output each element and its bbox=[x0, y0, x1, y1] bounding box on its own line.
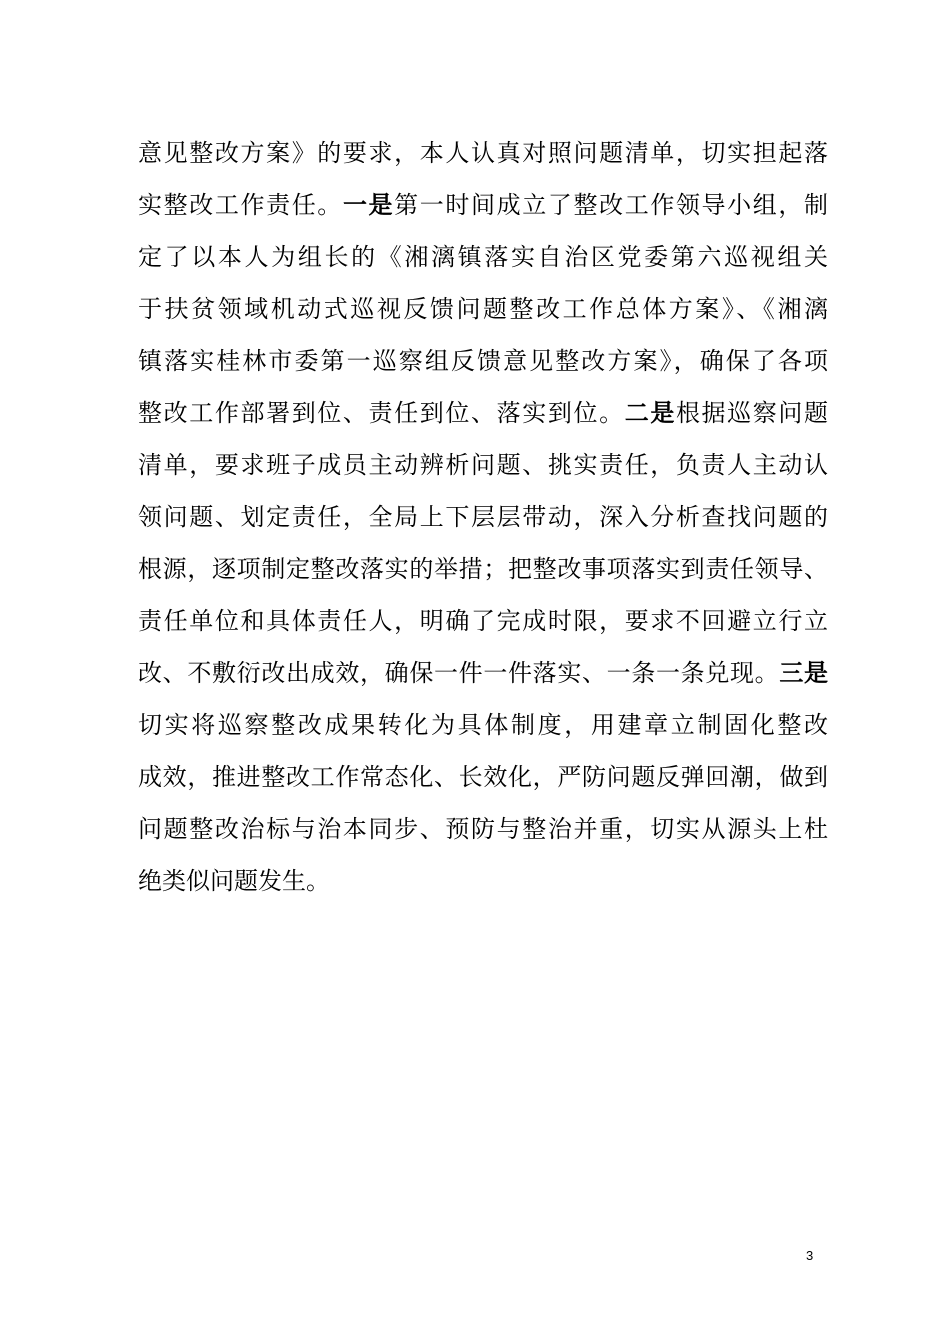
text-segment: 清单，要求班子成员主动辨析问题、挑实责任，负责人主动认 bbox=[138, 451, 828, 479]
text-line bbox=[138, 387, 828, 439]
text-line bbox=[138, 543, 828, 595]
text-segment: 第一时间成立了整改工作领导小组，制 bbox=[394, 191, 829, 219]
text-segment: 于扶贫领域机动式巡视反馈问题整改工作总体方案》、《湘漓 bbox=[138, 295, 828, 323]
text-segment: 责任单位和具体责任人，明确了完成时限，要求不回避立行立 bbox=[138, 607, 828, 635]
text-line bbox=[138, 595, 828, 647]
text-line bbox=[138, 803, 828, 855]
text-line bbox=[138, 335, 828, 387]
text-segment: 根源，逐项制定整改落实的举措；把整改事项落实到责任领导、 bbox=[138, 555, 828, 583]
text-segment: 定了以本人为组长的《湘漓镇落实自治区党委第六巡视组关 bbox=[138, 243, 828, 271]
text-line bbox=[138, 231, 828, 283]
body-paragraph bbox=[138, 127, 828, 907]
text-line bbox=[138, 491, 828, 543]
text-segment: 意见整改方案》的要求，本人认真对照问题清单，切实担起落 bbox=[138, 139, 828, 167]
text-line bbox=[138, 179, 828, 231]
emphasis-marker: 一是 bbox=[342, 191, 395, 219]
text-segment: 整改工作部署到位、责任到位、落实到位。 bbox=[138, 399, 625, 427]
text-segment: 领问题、划定责任，全局上下层层带动，深入分析查找问题的 bbox=[138, 503, 828, 531]
text-line bbox=[138, 647, 828, 699]
text-segment: 问题整改治标与治本同步、预防与整治并重，切实从源头上杜 bbox=[138, 815, 828, 843]
text-segment: 成效，推进整改工作常态化、长效化，严防问题反弹回潮，做到 bbox=[138, 763, 828, 791]
text-segment: 镇落实桂林市委第一巡察组反馈意见整改方案》，确保了各项 bbox=[138, 347, 828, 375]
text-line bbox=[138, 283, 828, 335]
text-line bbox=[138, 699, 828, 751]
text-segment: 绝类似问题发生。 bbox=[138, 867, 330, 895]
text-line bbox=[138, 127, 828, 179]
emphasis-marker: 二是 bbox=[624, 399, 676, 427]
text-segment: 根据巡察问题 bbox=[675, 399, 829, 427]
text-segment: 切实将巡察整改成果转化为具体制度，用建章立制固化整改 bbox=[138, 711, 828, 739]
emphasis-marker: 三是 bbox=[779, 659, 829, 687]
text-segment: 实整改工作责任。 bbox=[138, 191, 343, 219]
text-line bbox=[138, 439, 828, 491]
page-number: 3 bbox=[806, 1248, 814, 1263]
text-line bbox=[138, 751, 828, 803]
text-segment: 改、不敷衍改出成效，确保一件一件落实、一条一条兑现。 bbox=[138, 659, 780, 687]
text-line bbox=[138, 855, 828, 907]
